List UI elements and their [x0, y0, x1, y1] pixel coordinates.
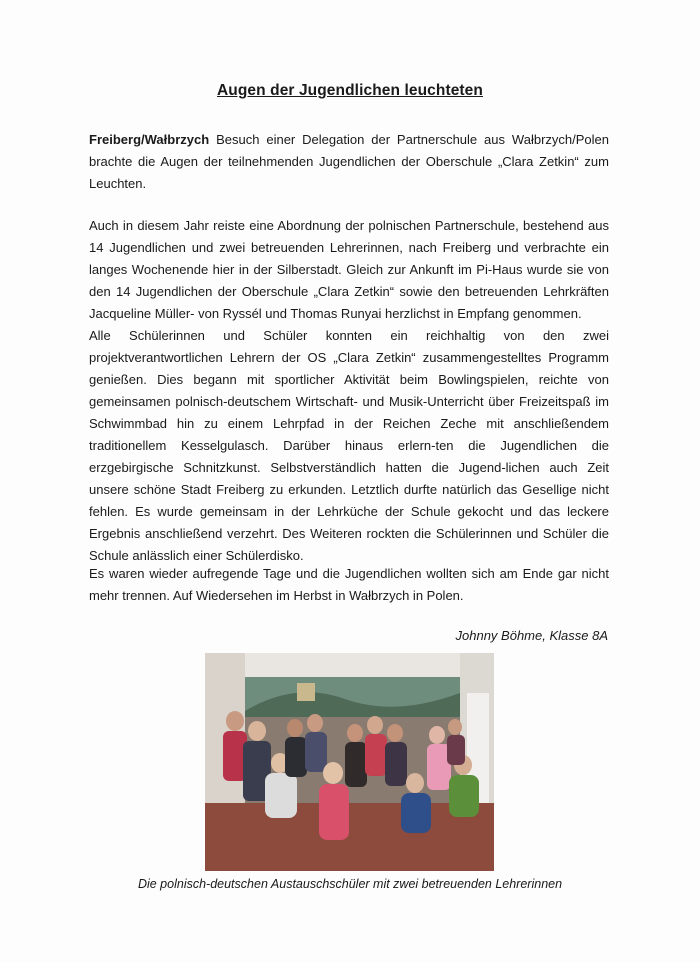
- photo-caption: Die polnisch-deutschen Austauschschüler mit zwei betreuenden Lehrerinnen: [137, 877, 563, 891]
- closing-paragraph: Es waren wieder aufregende Tage und die Jugendlichen wollten sich am Ende gar nicht mehr trennen. Auf Wiedersehen im Herbst in Wałbrzych in Polen.: [89, 566, 609, 603]
- paragraph-program: Alle Schülerinnen und Schüler konnten ein reichhaltig von den zwei projektverantwortlichen Lehrern der OS „Clara Zetkin“ zusammengestelltes Programm genießen. Dies begann mit sportlicher Aktivität beim Bowlingspielen, reichte von gemeinsamen polnisch-deutschem Wirtschaft- und Musik-Unterricht über Freizeitspaß im Schwimmbad hin zu einem Lehrpfad in der Reichen Zeche mit anschließendem traditionellem Kesselgulasch. Darüber hinaus erlern-ten die Jugendlichen die erzgebirgische Schnitzkunst. Selbstverständlich hatten die Jugend-lichen auch Zeit unsere schöne Stadt Freiberg zu erkunden. Letztlich durfte natürlich das Gesellige nicht fehlen. Es wurde gemeinsam in der Lehrküche der Schule gekocht und das leckere Ergebnis anschließend verzehrt. Des Weiteren rockten die Schülerinnen und Schüler die Schule anlässlich einer Schülerdisko.: [89, 328, 609, 563]
- dateline: Freiberg/Wałbrzych: [89, 132, 210, 147]
- article-title: Augen der Jugendlichen leuchteten: [217, 82, 483, 99]
- lead-text: Besuch einer Delegation der Partnerschule aus Wałbrzych/Polen brachte die Augen der teilnehmenden Jugendlichen der Oberschule „Clara Zetkin“ zum Leuchten.: [89, 132, 609, 191]
- paragraph-arrival: Auch in diesem Jahr reiste eine Abordnung der polnischen Partnerschule, bestehend aus 14 Jugendlichen und zwei betreuenden Lehrerinnen, nach Freiberg und verbrachte ein langes Wochenende hier in der Silberstadt. Gleich zur Ankunft im Pi-Haus wurde sie von den 14 Jugendlichen der Oberschule „Clara Zetkin“ sowie den betreuenden Lehrkräften Jacqueline Müller- von Ryssél und Thomas Runyai herzlichst in Empfang genommen.: [89, 218, 609, 321]
- body-text: [89, 215, 609, 567]
- group-photo: [205, 653, 494, 871]
- lead-paragraph: [89, 129, 609, 195]
- author-signature: Johnny Böhme, Klasse 8A: [455, 628, 608, 643]
